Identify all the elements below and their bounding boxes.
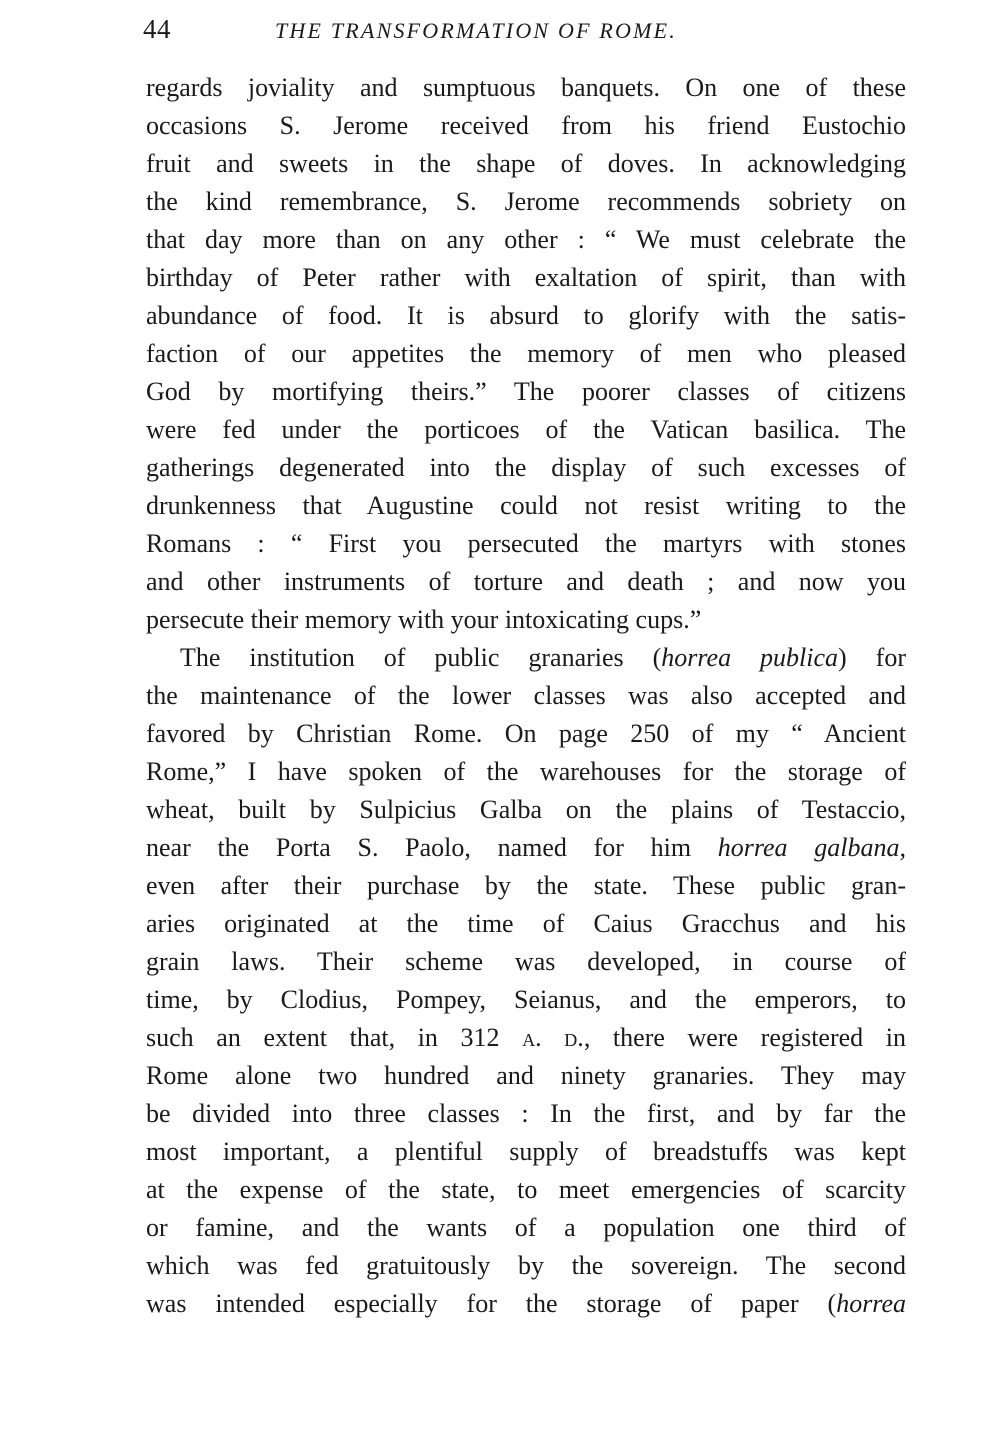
text-line: Rome,” I have spoken of the warehouses for the storage of xyxy=(146,757,906,786)
text-line: were fed under the porticoes of the Vatican basilica. The xyxy=(146,415,906,444)
text-line: persecute their memory with your intoxicating cups.” xyxy=(146,605,702,634)
text-line: or famine, and the wants of a population one third of xyxy=(146,1213,906,1242)
text-segment: such an extent that, in 312 xyxy=(146,1023,523,1052)
text-line: occasions S. Jerome received from his friend Eustochio xyxy=(146,111,906,140)
text-line: grain laws. Their scheme was developed, in course of xyxy=(146,947,906,976)
text-line: fruit and sweets in the shape of doves. In acknowledging xyxy=(146,149,906,178)
text-line xyxy=(146,829,906,867)
text-line: aries originated at the time of Caius Gracchus and his xyxy=(146,909,906,938)
text-line: time, by Clodius, Pompey, Seianus, and the emperors, to xyxy=(146,985,906,1014)
text-line: gatherings degenerated into the display of such excesses of xyxy=(146,453,906,482)
text-line xyxy=(146,639,906,677)
page-number: 44 xyxy=(143,14,171,44)
text-line: that day more than on any other : “ We must celebrate the xyxy=(146,225,906,254)
text-line: most important, a plentiful supply of breadstuffs was kept xyxy=(146,1137,906,1166)
text-segment: The institution of public granaries ( xyxy=(180,643,662,672)
text-line: even after their purchase by the state. These public gran- xyxy=(146,871,906,900)
text-line: be divided into three classes : In the first, and by far the xyxy=(146,1099,906,1128)
text-line: God by mortifying theirs.” The poorer classes of citizens xyxy=(146,377,906,406)
text-line: favored by Christian Rome. On page 250 of my “ Ancient xyxy=(146,719,906,748)
body-text xyxy=(146,69,906,1323)
text-line: Romans : “ First you persecuted the martyrs with stones xyxy=(146,529,906,558)
text-line: birthday of Peter rather with exaltation of spirit, than with xyxy=(146,263,906,292)
text-line xyxy=(146,1019,906,1057)
italic-term: horrea publica xyxy=(661,643,839,672)
text-line: faction of our appetites the memory of men who pleased xyxy=(146,339,906,368)
text-line xyxy=(146,1285,906,1323)
small-caps-date: a. d. xyxy=(522,1023,584,1052)
text-line: wheat, built by Sulpicius Galba on the plains of Testaccio, xyxy=(146,795,906,824)
text-line: regards joviality and sumptuous banquets. On one of these xyxy=(146,73,906,102)
page-header xyxy=(143,14,908,54)
running-head: THE TRANSFORMATION OF ROME. xyxy=(275,18,678,43)
text-segment: near the Porta S. Paolo, named for him xyxy=(146,833,718,862)
italic-term: horrea xyxy=(836,1289,906,1318)
text-segment: was intended especially for the storage of paper ( xyxy=(146,1289,837,1318)
text-line: Rome alone two hundred and ninety granaries. They may xyxy=(146,1061,906,1090)
text-line: and other instruments of torture and death ; and now you xyxy=(146,567,906,596)
text-line: drunkenness that Augustine could not resist writing to the xyxy=(146,491,906,520)
text-segment: ) for xyxy=(838,643,906,672)
text-line: the maintenance of the lower classes was also accepted and xyxy=(146,681,906,710)
italic-term: horrea galbana, xyxy=(717,833,906,862)
text-line: abundance of food. It is absurd to glorify with the satis- xyxy=(146,301,906,330)
text-line: at the expense of the state, to meet emergencies of scarcity xyxy=(146,1175,906,1204)
text-segment: , there were registered in xyxy=(583,1023,907,1052)
text-line: which was fed gratuitously by the sovereign. The second xyxy=(146,1251,906,1280)
text-line: the kind remembrance, S. Jerome recommends sobriety on xyxy=(146,187,906,216)
